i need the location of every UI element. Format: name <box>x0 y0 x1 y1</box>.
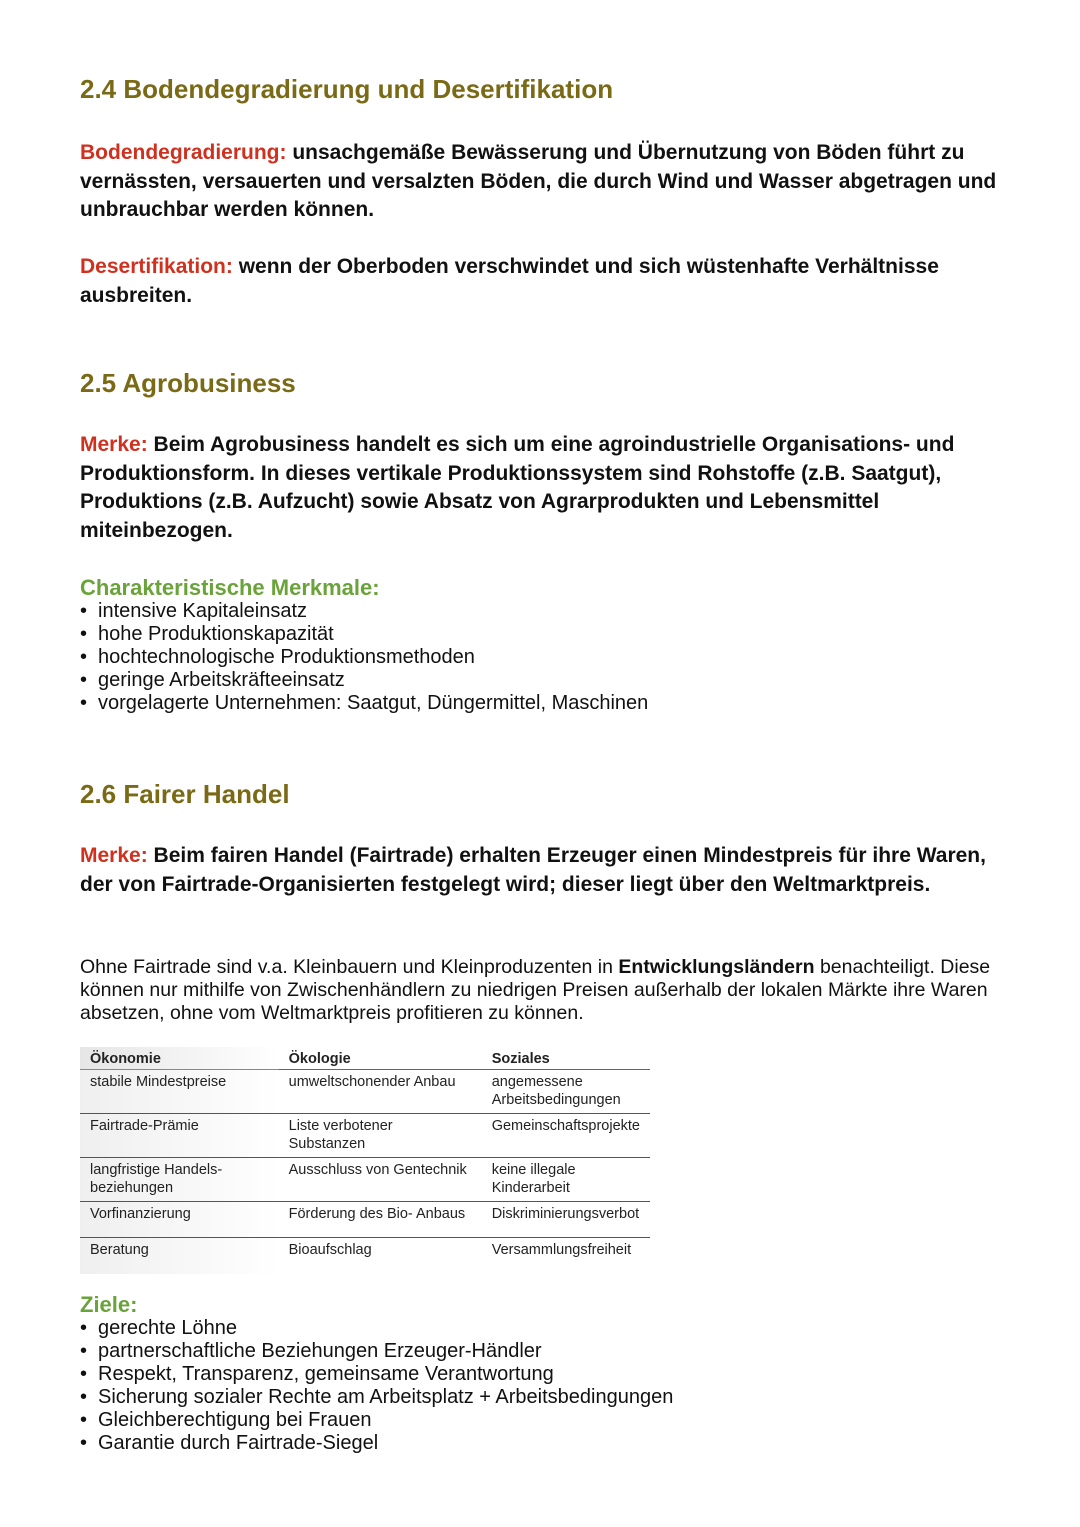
section-heading-2-5: 2.5 Agrobusiness <box>80 368 296 398</box>
column-header-soziales: Soziales <box>482 1047 650 1070</box>
term-bodendegradierung: Bodendegradierung: <box>80 141 287 164</box>
table-cell: langfristige Handels- beziehungen <box>80 1158 279 1202</box>
table-cell: Diskriminierungsverbot <box>482 1202 650 1238</box>
ziele-list <box>80 1317 980 1455</box>
table-row <box>80 1158 650 1202</box>
list-item: • intensive Kapitaleinsatz <box>80 600 980 623</box>
list-item: • Garantie durch Fairtrade-Siegel <box>80 1432 980 1455</box>
merke-label: Merke: <box>80 433 148 456</box>
paragraph-text: benachteiligt. Diese können nur mithilfe von Zwischenhändlern zu niedrigen Preisen außerhalb der lokalen Märkte ihre Waren absetzen, ohne vom Weltmarktpreis profitieren zu können. <box>80 956 991 1024</box>
list-item: • geringe Arbeitskräfteeinsatz <box>80 669 980 692</box>
merke-text: Beim Agrobusiness handelt es sich um eine agroindustrielle Organisations- und Produktionsform. In dieses vertikale Produktionssystem sind Rohstoffe (z.B. Saatgut), Produktions (z.B. Aufzucht) sowie Absatz von Agrarprodukten und Lebensmittel miteinbezogen. <box>80 433 955 542</box>
table-cell: Ausschluss von Gentechnik <box>279 1158 482 1202</box>
table-cell: Fairtrade-Prämie <box>80 1114 279 1158</box>
table-cell: keine illegale Kinderarbeit <box>482 1158 650 1202</box>
term-desertifikation: Desertifikation: <box>80 255 233 278</box>
table-cell: Bioaufschlag <box>288 1242 372 1258</box>
definition-text: wenn der Oberboden verschwindet und sich wüstenhafte Verhältnisse ausbreiten. <box>80 255 939 307</box>
list-item: • vorgelagerte Unternehmen: Saatgut, Düngermittel, Maschinen <box>80 692 980 715</box>
subheading-ziele: Ziele: <box>80 1292 138 1317</box>
list-item: • gerechte Löhne <box>80 1317 980 1340</box>
paragraph-emphasis: Entwicklungsländern <box>618 956 815 978</box>
table-row <box>80 1202 650 1238</box>
table-cell: Vorfinanzierung <box>80 1202 279 1238</box>
table-cell: Förderung des Bio- Anbaus <box>279 1202 482 1238</box>
table-cell: stabile Mindestpreise <box>80 1070 279 1114</box>
section-heading-2-6: 2.6 Fairer Handel <box>80 779 290 809</box>
table-cell: angemessene Arbeitsbedingungen <box>482 1070 650 1114</box>
list-item: • Respekt, Transparenz, gemeinsame Verantwortung <box>80 1363 980 1386</box>
fairtrade-table-wrapper <box>80 1047 650 1274</box>
merkmale-list <box>80 600 980 715</box>
merke-agrobusiness <box>80 431 1010 545</box>
list-item: • Sicherung sozialer Rechte am Arbeitsplatz + Arbeitsbedingungen <box>80 1386 980 1409</box>
list-item: • hohe Produktionskapazität <box>80 623 980 646</box>
table-cell: Versammlungsfreiheit <box>491 1242 632 1258</box>
merke-label: Merke: <box>80 844 148 867</box>
table-cell: umweltschonender Anbau <box>279 1070 482 1114</box>
merke-fairer-handel <box>80 842 1010 899</box>
list-item: • Gleichberechtigung bei Frauen <box>80 1409 980 1432</box>
table-cell: Beratung <box>80 1238 279 1274</box>
merke-text: Beim fairen Handel (Fairtrade) erhalten Erzeuger einen Mindestpreis für ihre Waren, der von Fairtrade-Organisierten festgelegt wird; dieser liegt über den Weltmarktpreis. <box>80 844 986 896</box>
table-cell: Gemeinschaftsprojekte <box>482 1114 650 1158</box>
table-row <box>80 1238 650 1274</box>
column-header-oekonomie: Ökonomie <box>80 1047 279 1070</box>
paragraph-text: Ohne Fairtrade sind v.a. Kleinbauern und Kleinproduzenten in <box>80 956 619 978</box>
list-item: • hochtechnologische Produktionsmethoden <box>80 646 980 669</box>
list-item: • partnerschaftliche Beziehungen Erzeuger-Händler <box>80 1340 980 1363</box>
section-heading-2-4: 2.4 Bodendegradierung und Desertifikation <box>80 74 614 104</box>
table-row <box>80 1070 650 1114</box>
table-cell: Liste verbotener Substanzen <box>279 1114 482 1158</box>
fairtrade-table <box>80 1047 650 1274</box>
subheading-merkmale: Charakteristische Merkmale: <box>80 575 380 600</box>
definition-desertifikation <box>80 253 960 310</box>
fairtrade-paragraph <box>80 956 1010 1025</box>
definition-bodendegradierung <box>80 139 1010 225</box>
column-header-oekologie: Ökologie <box>279 1047 482 1070</box>
table-row <box>80 1114 650 1158</box>
table-header-row <box>80 1047 650 1070</box>
definition-text: unsachgemäße Bewässerung und Übernutzung von Böden führt zu vernässten, versauerten und versalzten Böden, die durch Wind und Wasser abgetragen und unbrauchbar werden können. <box>80 141 997 221</box>
